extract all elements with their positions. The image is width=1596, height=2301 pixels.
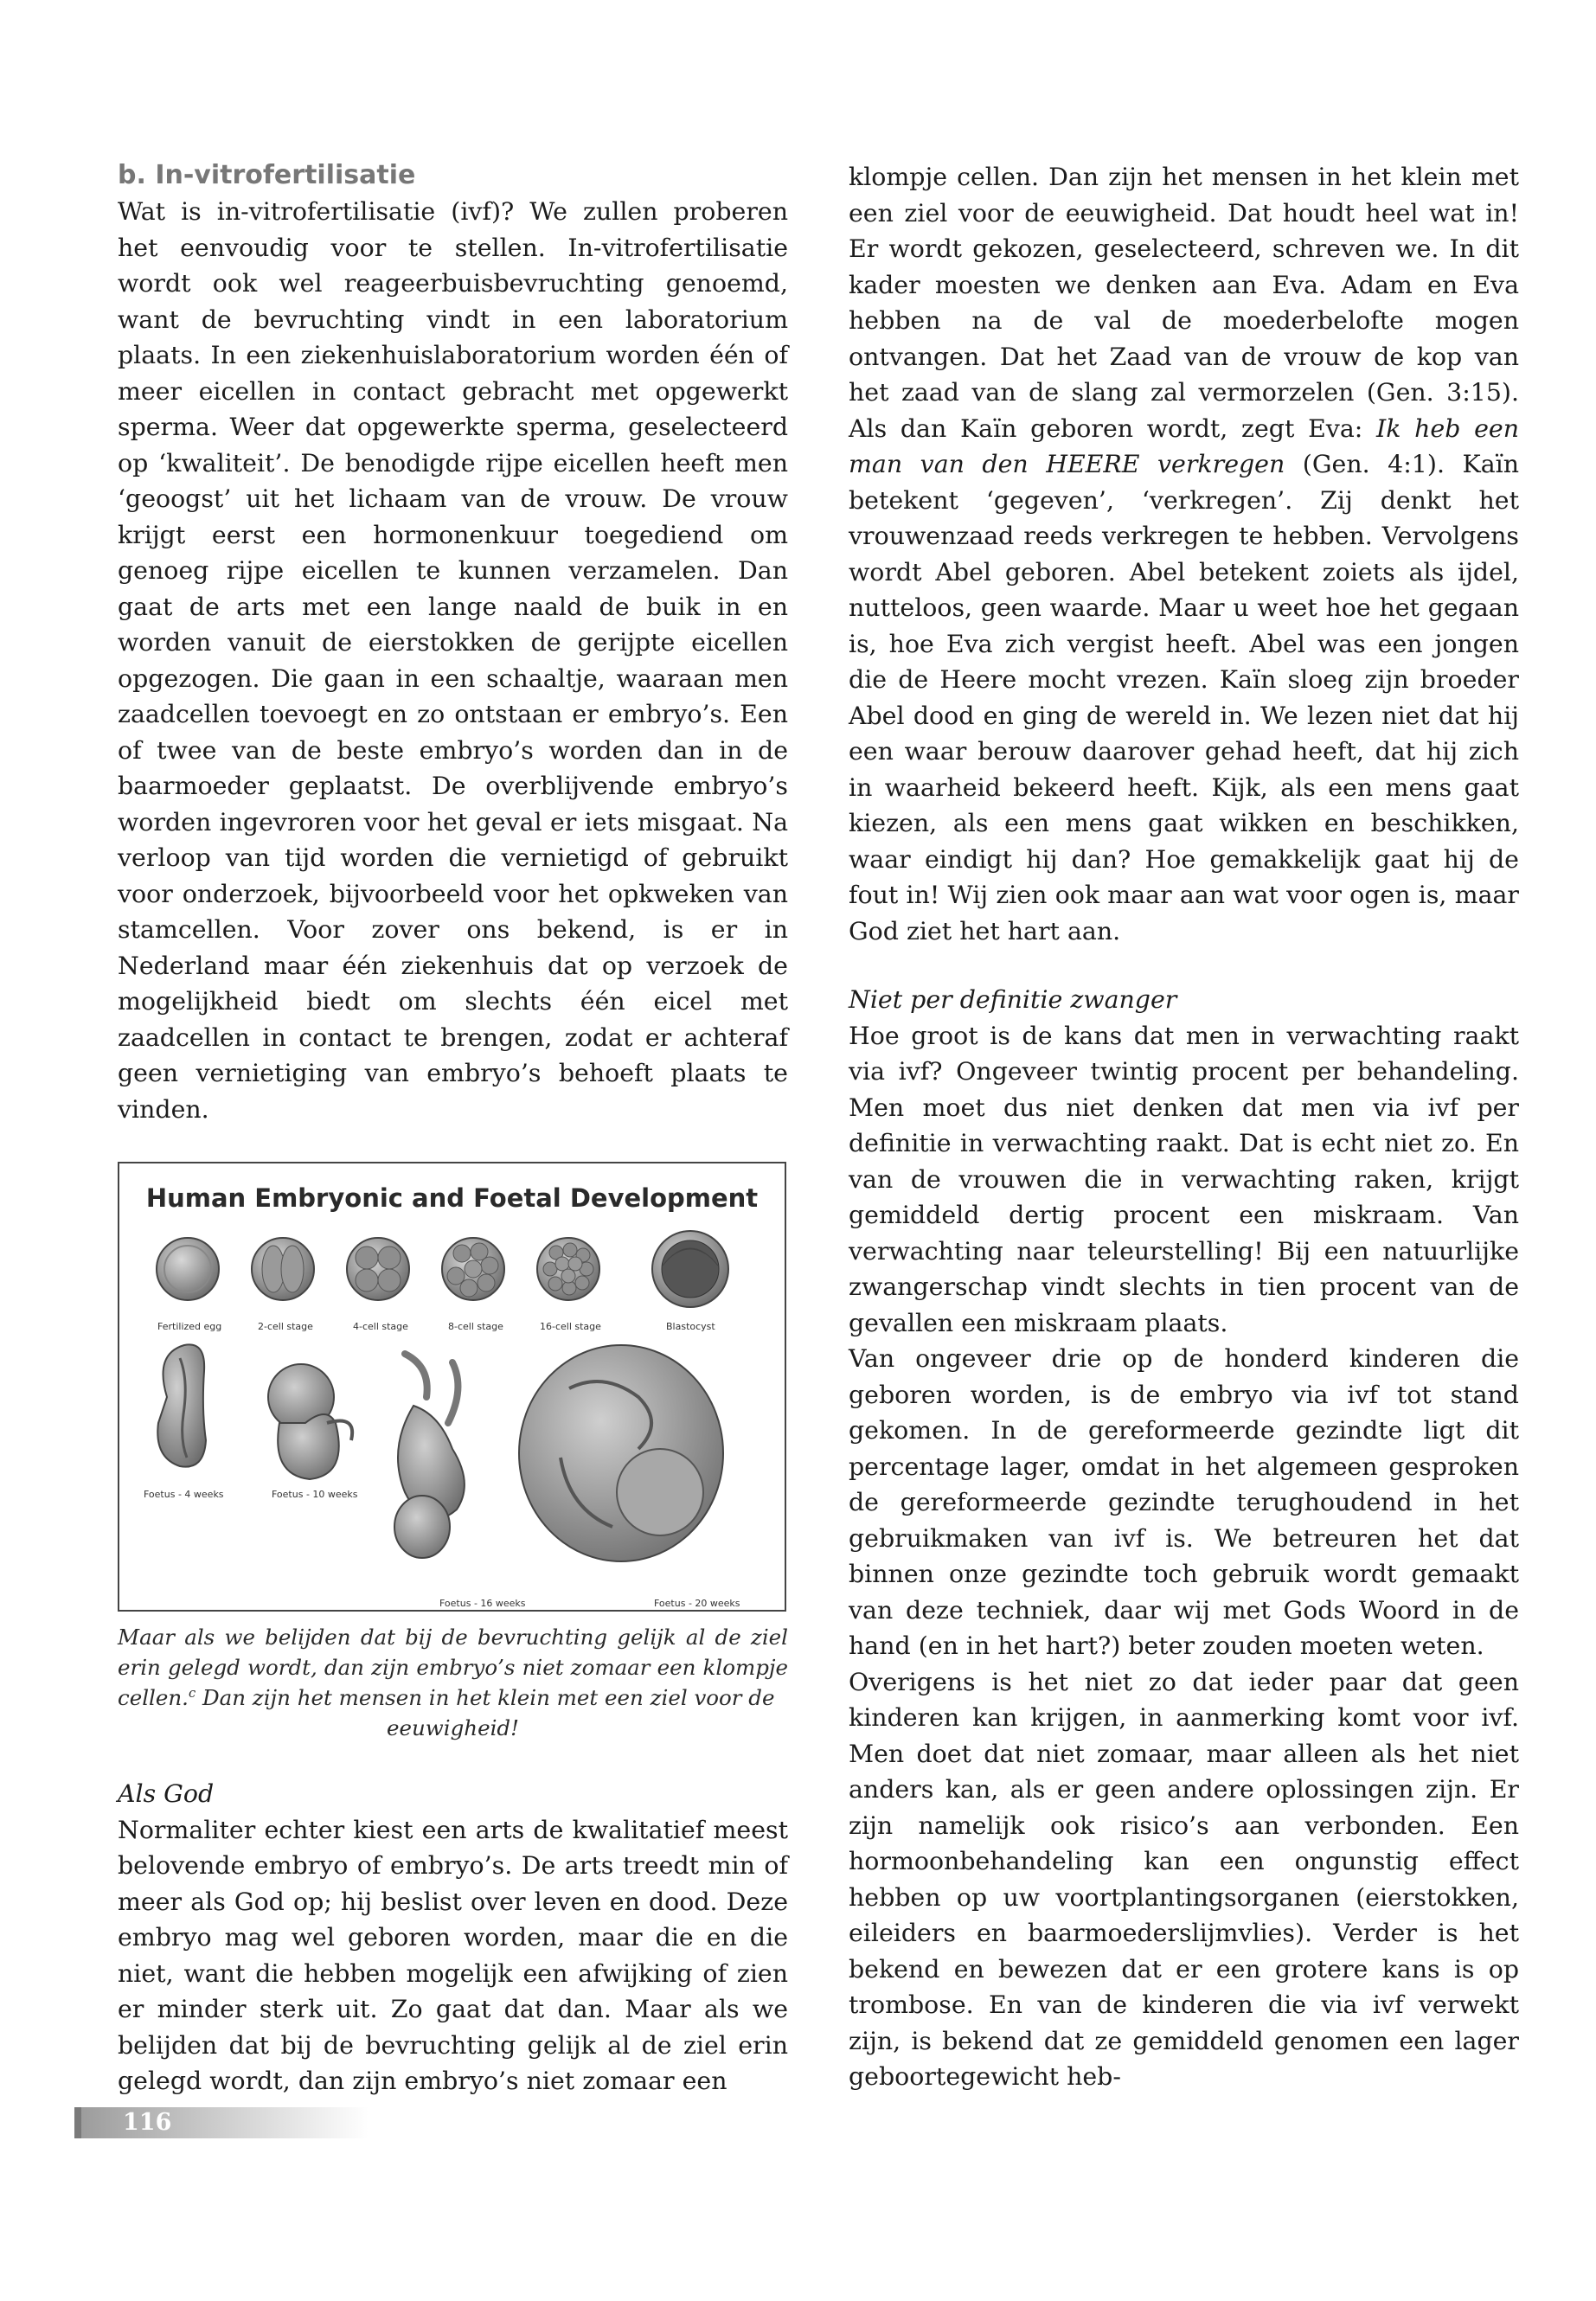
paragraph-continued-end: (Gen. 4:1). Kaïn betekent ‘gegeven’, ‘verkregen’. Zij denkt het vrouwenzaad reeds verkregen te hebben. Vervolgens wordt Abel geboren. Abel betekent zoiets als ijdel, nutteloos, geen waarde. Maar u weet hoe het gegaan is, hoe Eva zich vergist heeft. Abel was een jongen die de Heere mocht vrezen. Kaïn sloeg zijn broeder Abel dood en ging de wereld in. We lezen niet dat hij een waar berouw daarover gehad heeft, dat hij zich in waarheid bekeerd heeft. Kijk, als een mens gaat kiezen, als een mens gaat wikken en beschikken, waar eindigt hij dan? Hoe gemakkelijk gaat hij de fout in! Wij zien ook maar aan wat voor ogen is, maar God ziet het hart aan. (849, 450, 1519, 945)
section-heading: b. In-vitrofertilisatie (118, 160, 416, 190)
two-cell-drawing (252, 1238, 314, 1300)
four-cell-drawing (347, 1238, 409, 1300)
eight-cell-drawing (442, 1238, 504, 1300)
right-column (849, 159, 1519, 2095)
paragraph-percentage: Van ongeveer drie op de honderd kinderen die geboren worden, is de embryo via ivf tot stand gekomen. In de gereformeerde gezindte ligt dit percentage lager, omdat in het algemeen gesproken de gereformeerde gezindte terughoudend in het gebruikmaken van ivf is. We betreuren het dat binnen onze gezindte toch gebruik wordt gemaakt van deze techniek, daar wij met Gods Woord in de hand (en in het hart?) beter zouden moeten weten. (849, 1344, 1519, 1660)
fertilized-egg-drawing (157, 1238, 219, 1300)
paragraph-continued (849, 159, 1519, 949)
embryo-development-figure (118, 1162, 786, 1612)
subheading-als-god: Als God (118, 1779, 215, 1808)
stage-label-fetus-16-weeks: Foetus - 16 weeks (439, 1598, 526, 1609)
caption-last-line: eeuwigheid! (387, 1715, 519, 1740)
stage-label-fetus-10-weeks: Foetus - 10 weeks (272, 1489, 358, 1500)
caption-text: Maar als we belijden dat bij de bevruchting gelijk al de ziel erin gelegd wordt, dan zijn embryo’s niet zomaar een klompje cellen. (118, 1625, 788, 1710)
page-footer (74, 2107, 369, 2138)
figure-caption (118, 1622, 788, 1743)
blastocyst-drawing (652, 1231, 728, 1307)
stage-label-2-cell: 2-cell stage (258, 1321, 313, 1332)
caption-text-rest: Dan zijn het mensen in het klein met een ziel voor de (195, 1685, 775, 1710)
paragraph-als-god: Normaliter echter kiest een arts de kwalitatief meest belovende embryo of embryo’s. De arts treedt min of meer als God op; hij beslist over leven en dood. Deze embryo mag wel geboren worden, maar die en die niet, want die hebben mogelijk een afwijking of zien er minder sterk uit. Zo gaat dat dan. Maar als we belijden dat bij de bevruchting gelijk al de ziel erin gelegd wordt, dan zijn embryo’s niet zomaar een (118, 1815, 788, 2095)
stage-label-fetus-4-weeks: Foetus - 4 weeks (144, 1489, 224, 1500)
stage-label-blastocyst: Blastocyst (666, 1321, 715, 1332)
stage-label-fertilized-egg: Fertilized egg (157, 1321, 222, 1332)
sixteen-cell-drawing (537, 1238, 599, 1300)
footer-bar (74, 2107, 81, 2138)
left-column (118, 157, 788, 2099)
stage-label-fetus-20-weeks: Foetus - 20 weeks (654, 1598, 740, 1609)
intro-paragraph: Wat is in-vitrofertilisatie (ivf)? We zullen proberen het eenvoudig voor te stellen. In-vitrofertilisatie wordt ook wel reageerbuisbevruchting genoemd, want de bevruchting vindt in een laboratorium plaats. In een ziekenhuislaboratorium worden één of meer eicellen in contact gebracht met opgewerkt sperma. Weer dat opgewerkte sperma, geselecteerd op ‘kwaliteit’. De benodigde rijpe eicellen heeft men ‘geoogst’ uit het lichaam van de vrouw. De vrouw krijgt eerst een hormonenkuur toegediend om genoeg rijpe eicellen te kunnen verzamelen. Dan gaat de arts met een lange naald de buik in en worden vanuit de eierstokken de gerijpte eicellen opgezogen. Die gaan in een schaaltje, waaraan men zaadcellen toevoegt en zo ontstaan er embryo’s. Een of twee van de beste embryo’s worden dan in de baarmoeder geplaatst. De overblijvende embryo’s worden ingevroren voor het geval er iets misgaat. Na verloop van tijd worden die vernietigd of gebruikt voor onderzoek, bijvoorbeeld voor het opkweken van stamcellen. Voor zover ons bekend, is er in Nederland maar één ziekenhuis dat op verzoek de mogelijkheid biedt om slechts één eicel met zaadcellen in contact te brengen, zodat er achteraf geen vernietiging van embryo’s behoeft plaats te vinden. (118, 197, 788, 1124)
figure-title: Human Embryonic and Foetal Development (145, 1183, 759, 1213)
footnote-marker: c (188, 1685, 196, 1701)
paragraph-risicos: Overigens is het niet zo dat ieder paar dat geen kinderen kan krijgen, in aanmerking komt voor ivf. Men doet dat niet zomaar, maar alleen als het niet anders kan, als er geen andere oplossingen zijn. Er zijn namelijk ook risico’s aan verbonden. Een hormoonbehandeling kan een ongunstig effect hebben op uw voortplantingsorganen (eierstokken, eileiders en baarmoederslijmvlies). Verder is het bekend en bewezen dat er een grotere kans is op trombose. En van de kinderen die via ivf verwekt zijn, is bekend dat ze gemiddeld genomen een lager geboortegewicht heb- (849, 1667, 1519, 2091)
page-number: 116 (123, 2109, 172, 2136)
figure-illustration (119, 1163, 785, 1610)
fetus-4-weeks-drawing (157, 1344, 206, 1466)
paragraph-kans: Hoe groot is de kans dat men in verwachting raakt via ivf? Ongeveer twintig procent per behandeling. Men moet dus niet denken dat men via ivf per definitie in verwachting raakt. Dat is echt niet zo. En van de vrouwen die in verwachting raken, krijgt gemiddeld dertig procent een miskraam. Van verwachting naar teleurstelling! Bij een natuurlijke zwangerschap vindt slechts in tien procent van de gevallen een miskraam plaats. (849, 1021, 1519, 1337)
fetus-10-weeks-drawing (268, 1364, 352, 1479)
fetus-20-weeks-drawing (519, 1345, 723, 1561)
stage-label-16-cell: 16-cell stage (540, 1321, 601, 1332)
stage-label-4-cell: 4-cell stage (353, 1321, 408, 1332)
stage-label-8-cell: 8-cell stage (448, 1321, 503, 1332)
fetus-16-weeks-drawing (394, 1354, 465, 1558)
paragraph-continued-start: klompje cellen. Dan zijn het mensen in het klein met een ziel voor de eeuwigheid. Dat houdt heel wat in! Er wordt gekozen, geselecteerd, schreven we. In dit kader moesten we denken aan Eva. Adam en Eva hebben na de val de moederbelofte mogen ontvangen. Dat het Zaad van de vrouw de kop van het zaad van de slang zal vermorzelen (Gen. 3:15). Als dan Kaïn geboren wordt, zegt Eva: (849, 163, 1519, 443)
subheading-niet-per-definitie: Niet per definitie zwanger (849, 985, 1177, 1014)
bible-quote: Ik heb een man van den HEERE verkregen (849, 413, 1520, 478)
